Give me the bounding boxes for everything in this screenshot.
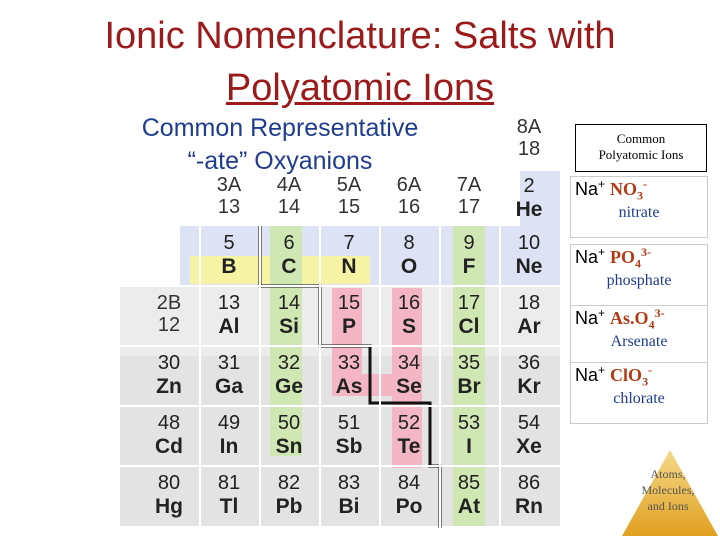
anion-charge: 3-: [654, 306, 665, 320]
element-cell: [260, 348, 318, 404]
atomic-number: 9: [463, 232, 475, 254]
group-label-b: 18: [517, 138, 541, 160]
group-label-a: 3A: [216, 174, 242, 196]
ions-header-line-2: Polyatomic Ions: [598, 147, 684, 162]
group-header: [260, 174, 318, 218]
element-symbol: Sn: [275, 435, 303, 458]
element-symbol: C: [281, 255, 297, 278]
title-line-1: Ionic Nomenclature: Salts with: [104, 15, 616, 57]
element-symbol: Kr: [517, 375, 541, 398]
element-cell: [380, 408, 438, 464]
atomic-number: 34: [397, 352, 421, 374]
element-cell: [200, 228, 258, 284]
ions-header: [575, 124, 707, 172]
element-cell: [200, 288, 258, 344]
element-symbol: Si: [279, 315, 299, 338]
atomic-number: 6: [283, 232, 295, 254]
ion-formula: [571, 177, 707, 204]
element-cell: [500, 228, 558, 284]
atomic-number: 85: [457, 472, 481, 494]
element-cell: [500, 171, 558, 227]
atomic-number: 18: [517, 292, 541, 314]
group-label-a: 8A: [516, 116, 542, 138]
ion-formula: [571, 306, 707, 333]
element-cell: [260, 228, 318, 284]
element-symbol: At: [457, 495, 481, 518]
atomic-number: 2: [523, 175, 535, 197]
slide-title: [0, 10, 720, 114]
element-cell: [320, 468, 378, 524]
element-symbol: In: [219, 435, 239, 458]
group-label-a: 7A: [456, 174, 482, 196]
element-symbol: Ge: [274, 375, 303, 398]
group-label-b: 15: [337, 196, 361, 218]
anion-symbol: PO: [610, 247, 636, 267]
group-header: [200, 174, 258, 218]
element-symbol: N: [341, 255, 357, 278]
element-symbol: O: [400, 255, 418, 278]
element-cell: [440, 348, 498, 404]
anion-subscript: 4: [648, 317, 655, 332]
atomic-number: 50: [277, 412, 301, 434]
element-cell: [440, 288, 498, 344]
element-cell: [200, 348, 258, 404]
anion-subscript: 3: [637, 188, 644, 203]
anion-subscript: 3: [642, 374, 649, 389]
element-symbol: Ar: [517, 315, 541, 338]
element-cell: [260, 468, 318, 524]
atomic-number: 82: [277, 472, 301, 494]
element-symbol: Ga: [214, 375, 243, 398]
title-line-2: Polyatomic Ions: [225, 67, 495, 109]
cation-charge: +: [598, 177, 606, 191]
group-header: [440, 174, 498, 218]
anion-symbol: NO: [610, 179, 638, 199]
atomic-number: 30: [157, 352, 181, 374]
ion-name: Arsenate: [610, 332, 668, 350]
group-header: [320, 174, 378, 218]
atomic-number: 10: [517, 232, 541, 254]
badge-line-2: Molecules,: [641, 483, 695, 497]
element-symbol: Po: [395, 495, 423, 518]
element-symbol: Cl: [458, 315, 480, 338]
ion-formula: [571, 363, 707, 390]
atomic-number: 32: [277, 352, 301, 374]
element-symbol: F: [462, 255, 476, 278]
element-cell: [140, 468, 198, 524]
anion-subscript: 4: [635, 256, 642, 271]
element-cell: [380, 468, 438, 524]
ions-header-line-1: Common: [616, 131, 666, 146]
element-cell: [500, 468, 558, 524]
chapter-badge: [628, 466, 708, 514]
cation-charge: +: [598, 245, 606, 259]
element-symbol: As: [335, 375, 363, 398]
group-label-b: 17: [457, 196, 481, 218]
ion-name: chlorate: [613, 389, 665, 407]
group-label-a: 6A: [396, 174, 422, 196]
cation-charge: +: [598, 306, 606, 320]
group-label-b: 14: [277, 196, 301, 218]
element-cell: [440, 228, 498, 284]
element-symbol: Tl: [219, 495, 239, 518]
anion-charge: 3-: [641, 245, 652, 259]
atomic-number: 13: [217, 292, 241, 314]
atomic-number: 31: [217, 352, 241, 374]
atomic-number: 84: [397, 472, 421, 494]
element-symbol: Se: [396, 375, 422, 398]
element-symbol: S: [401, 315, 416, 338]
ion-box: [570, 176, 708, 238]
cation-symbol: Na: [575, 365, 599, 385]
atomic-number: 15: [337, 292, 361, 314]
ion-name: phosphate: [606, 271, 672, 289]
element-cell: [380, 228, 438, 284]
element-cell: [260, 408, 318, 464]
element-symbol: Sb: [335, 435, 363, 458]
element-cell: [320, 408, 378, 464]
atomic-number: 81: [217, 472, 241, 494]
anion-charge: -: [648, 363, 653, 377]
element-cell: [320, 228, 378, 284]
atomic-number: 52: [397, 412, 421, 434]
cation-symbol: Na: [575, 247, 599, 267]
atomic-number: 86: [517, 472, 541, 494]
element-symbol: Br: [457, 375, 481, 398]
anion-charge: -: [643, 177, 648, 191]
atomic-number: 14: [277, 292, 301, 314]
element-symbol: Hg: [155, 495, 183, 518]
atomic-number: 49: [217, 412, 241, 434]
periodic-table: [120, 116, 560, 528]
element-symbol: Bi: [338, 495, 360, 518]
element-symbol: Cd: [155, 435, 183, 458]
cation-symbol: Na: [575, 179, 599, 199]
group-label-b: 12: [157, 314, 181, 336]
atomic-number: 5: [223, 232, 235, 254]
ion-box: [570, 362, 708, 424]
atomic-number: 48: [157, 412, 181, 434]
element-cell: [140, 408, 198, 464]
group-label-b: 13: [217, 196, 241, 218]
atomic-number: 17: [457, 292, 481, 314]
atomic-number: 8: [403, 232, 415, 254]
element-symbol: Ne: [515, 255, 543, 278]
element-symbol: B: [221, 255, 237, 278]
atomic-number: 54: [517, 412, 541, 434]
atomic-number: 83: [337, 472, 361, 494]
element-cell: [320, 348, 378, 404]
group-header: [140, 292, 198, 336]
group-header: [380, 174, 438, 218]
element-cell: [140, 348, 198, 404]
cation-charge: +: [598, 363, 606, 377]
anion-symbol: ClO: [610, 365, 643, 385]
element-cell: [200, 408, 258, 464]
element-symbol: Zn: [156, 375, 182, 398]
group-label-a: 5A: [336, 174, 362, 196]
subtitle-line-1: Common Representative: [141, 114, 419, 142]
atomic-number: 7: [343, 232, 355, 254]
element-symbol: Pb: [275, 495, 303, 518]
element-symbol: He: [515, 198, 543, 221]
atomic-number: 53: [457, 412, 481, 434]
atomic-number: 51: [337, 412, 361, 434]
element-cell: [500, 408, 558, 464]
element-cell: [500, 288, 558, 344]
cation-symbol: Na: [575, 308, 599, 328]
ion-box: [570, 305, 708, 367]
anion-symbol: As.O: [610, 308, 649, 328]
element-cell: [260, 288, 318, 344]
element-cell: [380, 288, 438, 344]
element-symbol: P: [341, 315, 356, 338]
ion-name: nitrate: [618, 203, 660, 221]
badge-line-1: Atoms,: [650, 467, 686, 481]
group-label-b: 16: [397, 196, 421, 218]
element-symbol: Te: [397, 435, 421, 458]
ion-box: [570, 244, 708, 306]
group-header: [500, 116, 558, 160]
ion-formula: [571, 245, 707, 272]
element-cell: [440, 468, 498, 524]
element-symbol: Al: [218, 315, 240, 338]
group-label-a: 2B: [156, 292, 182, 314]
element-cell: [500, 348, 558, 404]
element-symbol: I: [466, 435, 472, 458]
atomic-number: 35: [457, 352, 481, 374]
subtitle-line-2: “-ate” Oxyanions: [187, 147, 373, 175]
element-symbol: Rn: [515, 495, 543, 518]
atomic-number: 36: [517, 352, 541, 374]
group-label-a: 4A: [276, 174, 302, 196]
element-symbol: Xe: [516, 435, 542, 458]
element-cell: [440, 408, 498, 464]
element-cell: [320, 288, 378, 344]
badge-line-3: and Ions: [647, 499, 689, 513]
atomic-number: 33: [337, 352, 361, 374]
atomic-number: 16: [397, 292, 421, 314]
atomic-number: 80: [157, 472, 181, 494]
element-cell: [380, 348, 438, 404]
element-cell: [200, 468, 258, 524]
